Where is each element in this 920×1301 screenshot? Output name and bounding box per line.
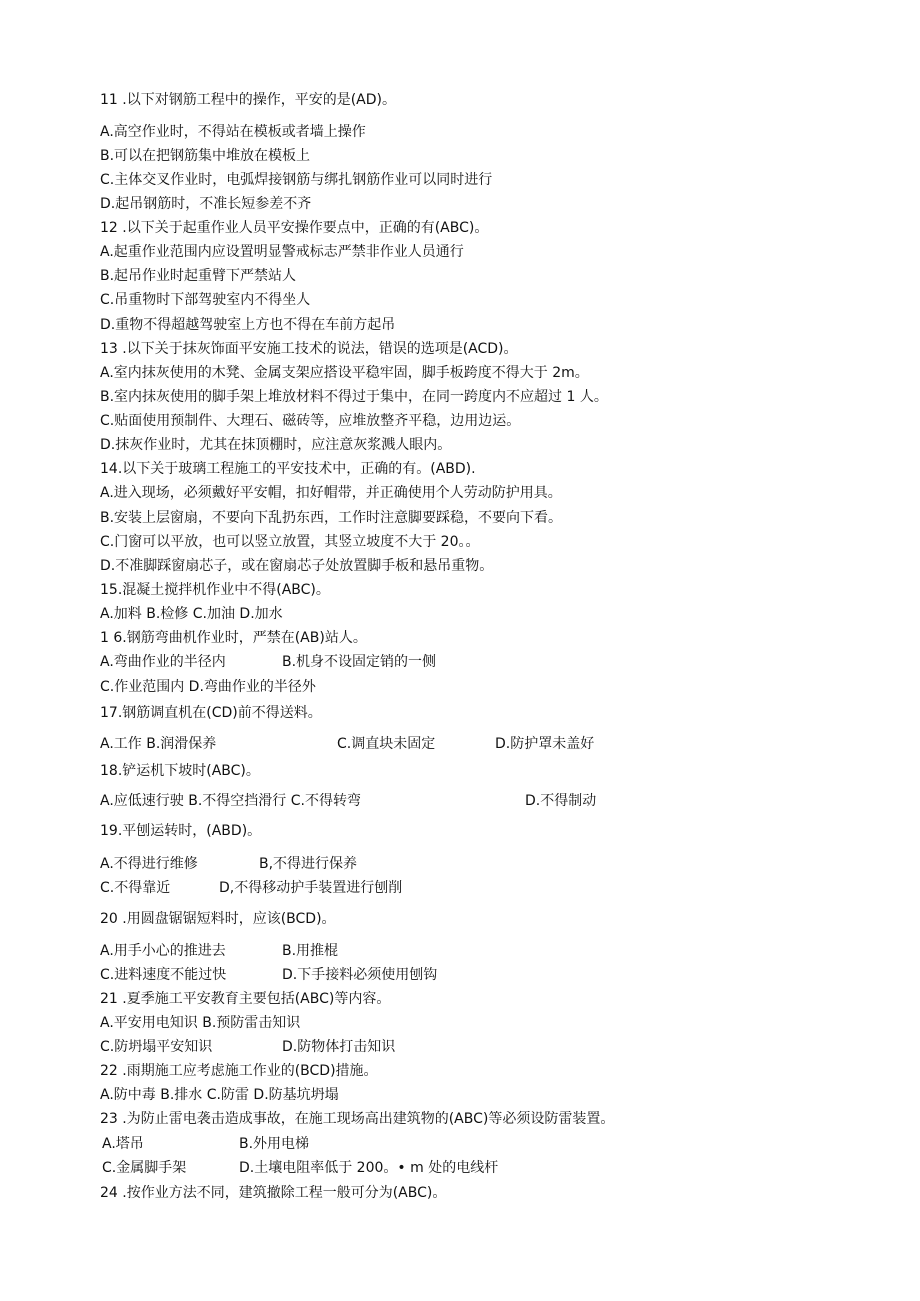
question-16: 1 6.钢筋弯曲机作业时，严禁在(AB)站人。 [100, 630, 367, 646]
question-18: 18.铲运机下坡时(ABC)。 [100, 763, 260, 779]
question-11: 11 .以下对钢筋工程中的操作，平安的是(AD)。 [100, 92, 396, 108]
question-22: 22 .雨期施工应考虑施工作业的(BCD)措施。 [100, 1063, 378, 1079]
option-11-b: B.可以在把钢筋集中堆放在模板上 [100, 148, 311, 164]
question-12: 12 .以下关于起重作业人员平安操作要点中，正确的有(ABC)。 [100, 220, 489, 236]
option-17-c: C.调直块未固定 [337, 736, 436, 752]
option-18-abc: A.应低速行驶 B.不得空挡滑行 C.不得转弯 [100, 793, 361, 809]
question-23: 23 .为防止雷电袭击造成事故，在施工现场高出建筑物的(ABC)等必须设防雷装置。 [100, 1111, 615, 1127]
option-13-b: B.室内抹灰使用的脚手架上堆放材料不得过于集中，在同一跨度内不应超过 1 人。 [100, 389, 608, 405]
options-22: A.防中毒 B.排水 C.防雷 D.防基坑坍塌 [100, 1087, 339, 1103]
question-20: 20 .用圆盘锯锯短料时，应该(BCD)。 [100, 911, 336, 927]
option-23-c: C.金属脚手架 [102, 1160, 187, 1176]
question-19: 19.平刨运转时，(ABD)。 [100, 823, 262, 839]
options-16-cd: C.作业范围内 D.弯曲作业的半径外 [100, 679, 316, 695]
option-19-c: C.不得靠近 [100, 880, 171, 896]
option-16-b: B.机身不设固定销的一侧 [282, 654, 437, 670]
option-17-ab: A.工作 B.润滑保养 [100, 736, 217, 752]
question-15: 15.混凝土搅拌机作业中不得(ABC)。 [100, 582, 330, 598]
question-21: 21 .夏季施工平安教育主要包括(ABC)等内容。 [100, 991, 391, 1007]
option-12-a: A.起重作业范围内应设置明显警戒标志严禁非作业人员通行 [100, 244, 464, 260]
option-13-c: C.贴面使用预制件、大理石、磁砖等，应堆放整齐平稳，边用边运。 [100, 413, 521, 429]
option-23-d: D.土壤电阻率低于 200。• m 处的电线杆 [239, 1160, 499, 1176]
option-12-b: B.起吊作业时起重臂下严禁站人 [100, 268, 297, 284]
option-14-a: A.进入现场，必须戴好平安帽，扣好帽带，并正确使用个人劳动防护用具。 [100, 485, 562, 501]
option-11-a: A.高空作业时，不得站在模板或者墙上操作 [100, 124, 366, 140]
option-19-b: B,不得进行保养 [259, 856, 358, 872]
option-18-d: D.不得制动 [525, 793, 597, 809]
option-11-d: D.起吊钢筋时，不准长短参差不齐 [100, 196, 312, 212]
option-23-a: A.塔吊 [102, 1136, 144, 1152]
options-15: A.加料 B.检修 C.加油 D.加水 [100, 606, 283, 622]
option-12-d: D.重物不得超越驾驶室上方也不得在车前方起吊 [100, 317, 396, 333]
option-13-a: A.室内抹灰使用的木凳、金属支架应搭设平稳牢固，脚手板跨度不得大于 2m。 [100, 365, 589, 381]
option-21-c: C.防坍塌平安知识 [100, 1039, 213, 1055]
option-21-d: D.防物体打击知识 [282, 1039, 396, 1055]
option-20-b: B.用推棍 [282, 943, 339, 959]
option-20-a: A.用手小心的推进去 [100, 943, 226, 959]
question-24: 24 .按作业方法不同，建筑撤除工程一般可分为(ABC)。 [100, 1185, 447, 1201]
question-17: 17.钢筋调直机在(CD)前不得送料。 [100, 705, 322, 721]
option-14-d: D.不准脚踩窗扇芯子，或在窗扇芯子处放置脚手板和悬吊重物。 [100, 558, 494, 574]
option-14-c: C.门窗可以平放，也可以竖立放置，其竖立坡度不大于 20。。 [100, 534, 480, 550]
question-13: 13 .以下关于抹灰饰面平安施工技术的说法，错误的选项是(ACD)。 [100, 341, 518, 357]
option-14-b: B.安装上层窗扇，不要向下乱扔东西，工作时注意脚要踩稳，不要向下看。 [100, 510, 563, 526]
option-17-d: D.防护罩未盖好 [495, 736, 595, 752]
option-20-d: D.下手接料必须使用刨钩 [282, 967, 438, 983]
option-12-c: C.吊重物时下部驾驶室内不得坐人 [100, 292, 311, 308]
option-11-c: C.主体交叉作业时，电弧焊接钢筋与绑扎钢筋作业可以同时进行 [100, 172, 493, 188]
option-13-d: D.抹灰作业时，尤其在抹顶棚时，应注意灰浆溅人眼内。 [100, 437, 452, 453]
options-21-ab: A.平安用电知识 B.预防雷击知识 [100, 1015, 301, 1031]
option-19-a: A.不得进行维修 [100, 856, 198, 872]
option-23-b: B.外用电梯 [239, 1136, 310, 1152]
option-19-d: D,不得移动护手装置进行刨削 [219, 880, 403, 896]
question-14: 14.以下关于玻璃工程施工的平安技术中，正确的有。(ABD). [100, 461, 476, 477]
option-20-c: C.进料速度不能过快 [100, 967, 227, 983]
option-16-a: A.弯曲作业的半径内 [100, 654, 226, 670]
